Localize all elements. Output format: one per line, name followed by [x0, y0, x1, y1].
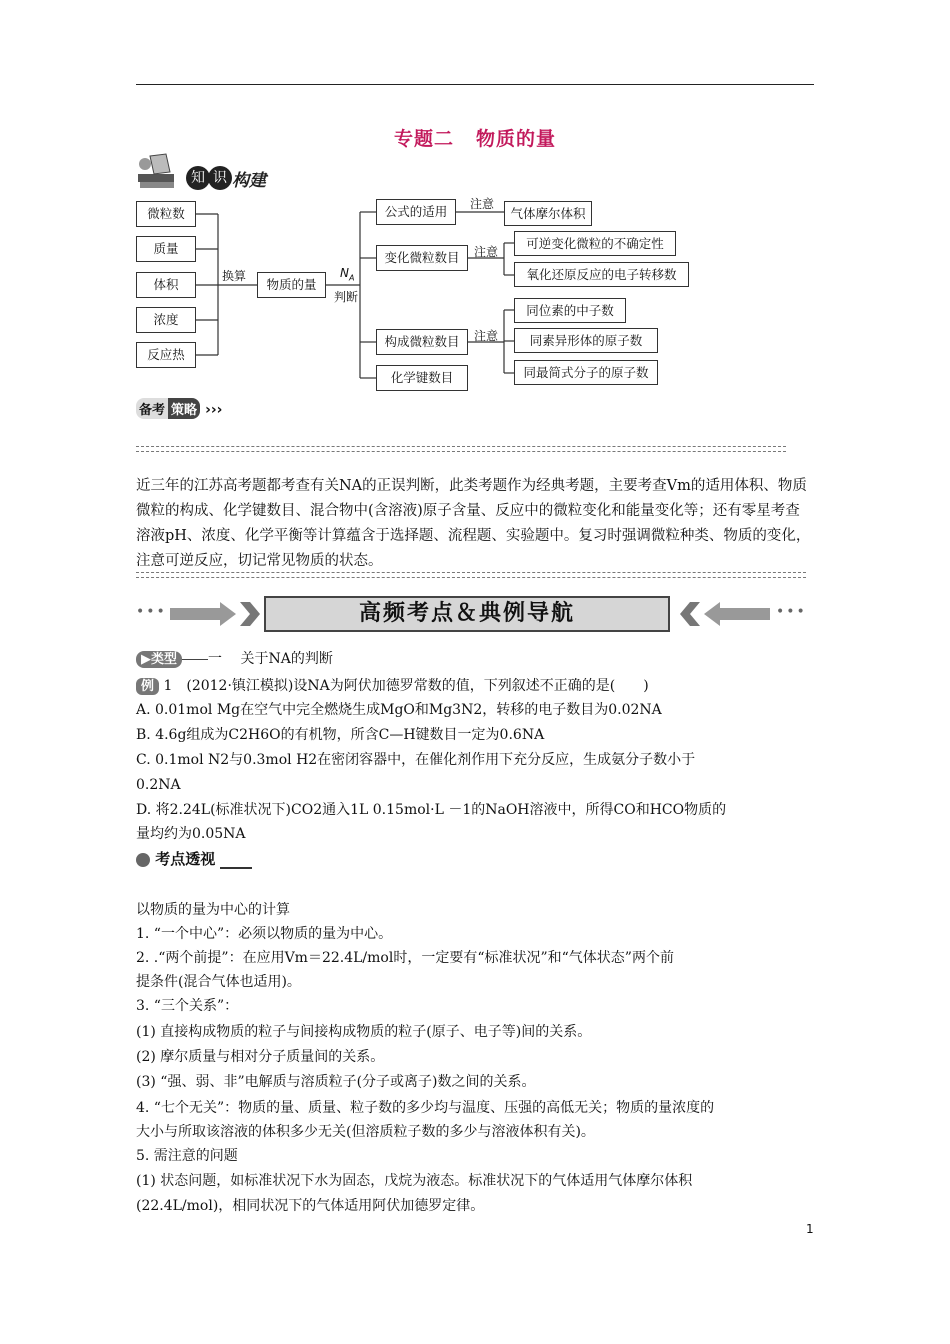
insight-line-4: 提条件(混合气体也适用)。: [136, 974, 301, 990]
insight-line-8: (3) “强、弱、非”电解质与溶质粒子(分子或离子)数之间的关系。: [136, 1074, 536, 1090]
type-one-heading: [136, 649, 333, 669]
example-stem: [136, 676, 649, 696]
option-b: B. 4.6g组成为C2H6O的有机物，所含C—H键数目一定为0.6NA: [136, 727, 545, 743]
note-label-change: 注意: [474, 245, 499, 259]
insight-line-7: (2) 摩尔质量与相对分子质量间的关系。: [136, 1049, 385, 1065]
type-title: 关于NA的判断: [240, 651, 333, 667]
note-label-formula: 注意: [470, 197, 495, 211]
note-label-compose: 注意: [474, 329, 499, 343]
insight-line-9: 4. “七个无关”：物质的量、质量、粒子数的多少均与温度、压强的高低无关；物质的量浓度的: [136, 1100, 715, 1116]
example-stem-text: 1 (2012·镇江模拟)设NA为阿伏加德罗常数的值，下列叙述不正确的是( ): [163, 678, 649, 694]
left-box-reaction-heat: 反应热: [136, 342, 196, 368]
banner-right-arrow-icon: [170, 602, 260, 626]
note-box-gas-molar-volume: 气体摩尔体积: [504, 201, 592, 226]
title-part2: 物质的量: [476, 128, 557, 150]
note-box-reversible: 可逆变化微粒的不确定性: [514, 231, 676, 256]
note-box-empirical: 同最简式分子的原子数: [514, 360, 658, 385]
type-tag-line: [182, 659, 208, 660]
right-box-change: 变化微粒数目: [376, 245, 468, 271]
type-number: 一: [208, 651, 223, 667]
strategy-arrows: ›››: [205, 402, 223, 418]
banner-left-dots: •••: [136, 604, 167, 620]
judge-label: 判断: [334, 290, 359, 304]
center-box-amount: 物质的量: [257, 272, 326, 298]
example-tag: 例: [136, 678, 159, 695]
insight-label: 考点透视: [155, 850, 216, 868]
page-number: 1: [806, 1222, 814, 1236]
type-tag: ▶类型: [136, 651, 182, 668]
dashed-rule-bottom-1: [136, 572, 806, 573]
option-c: C. 0.1mol N2与0.3mol H2在密闭容器中，在催化剂作用下充分反应，生成氨分子数小于: [136, 752, 696, 768]
note-box-redox: 氧化还原反应的电子转移数: [514, 262, 689, 287]
banner-left-arrow-icon: [680, 602, 770, 626]
insight-line-11: 5. 需注意的问题: [136, 1148, 238, 1164]
left-box-concentration: 浓度: [136, 307, 196, 333]
left-box-particles: 微粒数: [136, 201, 196, 227]
left-box-mass: 质量: [136, 236, 196, 262]
knowledge-circle-1: 知: [186, 166, 210, 190]
insight-line-6: (1) 直接构成物质的粒子与间接构成物质的粒子(原子、电子等)间的关系。: [136, 1024, 592, 1040]
section-banner: [136, 596, 814, 634]
right-box-compose: 构成微粒数目: [376, 329, 468, 355]
left-box-volume: 体积: [136, 272, 196, 298]
note-box-allotrope: 同素异形体的原子数: [514, 328, 658, 353]
insight-line-12: (1) 状态问题，如标准状况下水为固态，戊烷为液态。标准状况下的气体适用气体摩尔体积: [136, 1173, 693, 1189]
insight-line-10: 大小与所取该溶液的体积多少无关(但溶质粒子数的多少与溶液体积有关)。: [136, 1124, 595, 1140]
right-box-formula: 公式的适用: [376, 199, 456, 225]
strategy-paragraph: 近三年的江苏高考题都考查有关NA的正误判断，此类考题作为经典考题，主要考查Vm的适用体积、物质微粒的构成、化学键数目、混合物中(含溶液)原子含量、反应中的微粒变化和能量变化等；还有零星考查溶液pH、浓度、化学平衡等计算蕴含于选择题、流程题、实验题中。复习时强调微粒种类、物质的变化，注意可逆反应，切记常见物质的状态。: [136, 478, 811, 569]
dashed-rule-bottom-2: [136, 577, 806, 578]
option-d-cont: 量均约为0.05NA: [136, 826, 246, 842]
insight-underline: [220, 867, 252, 869]
option-a: A. 0.01mol Mg在空气中完全燃烧生成MgO和Mg3N2，转移的电子数目为0.02NA: [136, 702, 662, 718]
note-box-isotope: 同位素的中子数: [514, 298, 626, 323]
option-c-cont: 0.2NA: [136, 777, 181, 793]
insight-line-2: 1. “一个中心”：必须以物质的量为中心。: [136, 926, 393, 942]
strategy-label-2: 策略: [168, 398, 200, 419]
option-d: D. 将2.24L(标准状况下)CO2通入1L 0.15mol·L －1的NaOH溶液中，所得CO和HCO物质的: [136, 802, 727, 818]
na-label: $N_A$: [340, 266, 355, 283]
convert-label: 换算: [222, 269, 247, 283]
banner-title: 高频考点＆典例导航: [264, 596, 670, 632]
knowledge-label: 构建: [232, 171, 266, 191]
knowledge-circle-2: 识: [208, 166, 232, 190]
banner-right-dots: •••: [776, 604, 807, 620]
right-box-bonds: 化学键数目: [376, 365, 468, 391]
insight-line-5: 3. “三个关系”：: [136, 998, 239, 1014]
insight-section-badge: [136, 848, 252, 869]
insight-bullet-icon: [136, 853, 150, 867]
concept-diagram: [0, 0, 950, 400]
insight-line-1: 以物质的量为中心的计算: [136, 902, 290, 918]
dashed-rule-top-2: [136, 451, 786, 452]
strategy-label-1: 备考: [136, 398, 168, 419]
strategy-section-badge: [136, 398, 222, 420]
insight-line-3: 2. .“两个前提”：在应用Vm＝22.4L/mol时，一定要有“标准状况”和“气体状态”两个前: [136, 950, 674, 966]
title-part1: 专题二: [393, 128, 454, 150]
insight-line-13: (22.4L/mol)，相同状况下的气体适用阿伏加德罗定律。: [136, 1198, 485, 1214]
dashed-rule-top-1: [136, 446, 786, 447]
